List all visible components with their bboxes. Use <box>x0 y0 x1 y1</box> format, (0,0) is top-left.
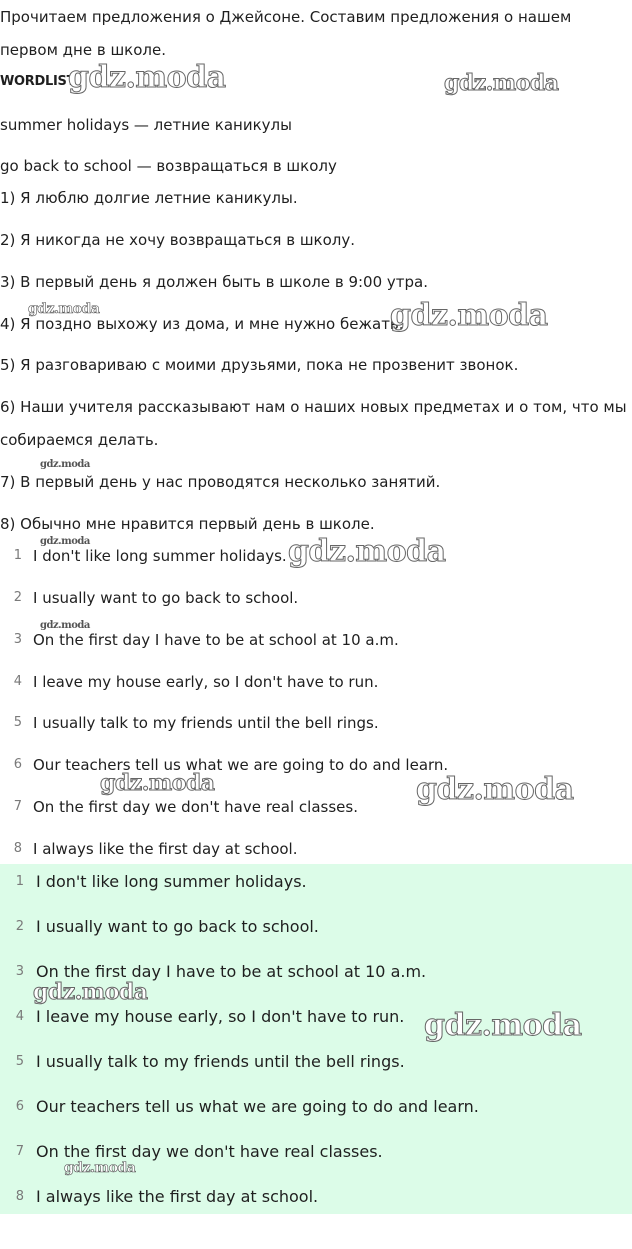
watermark: gdz.moda <box>444 70 559 96</box>
item-number: 7 <box>13 799 22 814</box>
item-number: 2 <box>13 590 22 605</box>
watermark: gdz.moda <box>64 1160 136 1176</box>
item-text: I don't like long summer holidays. <box>33 547 287 565</box>
watermark: gdz.moda <box>40 459 90 470</box>
item-text: I usually want to go back to school. <box>33 589 299 607</box>
item-number: 6 <box>13 757 22 772</box>
watermark: gdz.moda <box>416 772 574 807</box>
item-text: I don't like long summer holidays. <box>36 872 307 891</box>
watermark: gdz.moda <box>40 620 90 631</box>
ru-sentence-8: 8) Обычно мне нравится первый день в школе. <box>0 515 375 533</box>
ru-sentence-6: 6) Наши учителя рассказывают нам о наших новых предметах и о том, что мы <box>0 398 627 416</box>
watermark: gdz.moda <box>288 534 446 569</box>
watermark: gdz.moda <box>68 60 226 95</box>
ru-sentence-3: 3) В первый день я должен быть в школе в 9:00 утра. <box>0 273 428 291</box>
item-number: 4 <box>15 1009 24 1024</box>
item-number: 1 <box>13 548 22 563</box>
item-text: On the first day we don't have real classes. <box>36 1142 383 1161</box>
item-text: On the first day we don't have real classes. <box>33 798 358 816</box>
item-text: Our teachers tell us what we are going to do and learn. <box>33 756 449 774</box>
wordlist-entry-1: summer holidays — летние каникулы <box>0 116 292 134</box>
ru-sentence-6-cont: собираемся делать. <box>0 431 159 449</box>
item-text: I always like the first day at school. <box>36 1187 319 1206</box>
watermark: gdz.moda <box>100 770 215 796</box>
item-number: 7 <box>15 1144 24 1159</box>
wordlist-title: WORDLIST <box>0 74 76 89</box>
watermark: gdz.moda <box>424 1008 582 1043</box>
item-number: 4 <box>13 674 22 689</box>
item-number: 5 <box>13 715 22 730</box>
item-text: Our teachers tell us what we are going to do and learn. <box>36 1097 479 1116</box>
watermark: gdz.moda <box>28 301 100 317</box>
intro-line-2: первом дне в школе. <box>0 41 166 59</box>
item-number: 3 <box>15 964 24 979</box>
item-number: 5 <box>15 1054 24 1069</box>
item-text: On the first day I have to be at school at 10 a.m. <box>33 631 399 649</box>
ru-sentence-2: 2) Я никогда не хочу возвращаться в школу. <box>0 231 356 249</box>
item-text: I usually want to go back to school. <box>36 917 319 936</box>
item-text: I leave my house early, so I don't have to run. <box>33 673 379 691</box>
item-text: I usually talk to my friends until the bell rings. <box>33 714 379 732</box>
item-number: 8 <box>13 841 22 856</box>
item-number: 8 <box>15 1189 24 1204</box>
item-text: I usually talk to my friends until the bell rings. <box>36 1052 405 1071</box>
item-text: I leave my house early, so I don't have to run. <box>36 1007 405 1026</box>
intro-line-1: Прочитаем предложения о Джейсоне. Составим предложения о нашем <box>0 8 572 26</box>
item-number: 1 <box>15 874 24 889</box>
ru-sentence-4: 4) Я поздно выхожу из дома, и мне нужно бежать. <box>0 315 404 333</box>
watermark: gdz.moda <box>390 298 548 333</box>
item-number: 6 <box>15 1099 24 1114</box>
ru-sentence-5: 5) Я разговариваю с моими друзьями, пока не прозвенит звонок. <box>0 356 519 374</box>
wordlist-entry-2: go back to school — возвращаться в школу <box>0 157 337 175</box>
item-number: 2 <box>15 919 24 934</box>
ru-sentence-1: 1) Я люблю долгие летние каникулы. <box>0 189 298 207</box>
item-text: On the first day I have to be at school at 10 a.m. <box>36 962 427 981</box>
watermark: gdz.moda <box>40 536 90 547</box>
item-number: 3 <box>13 632 22 647</box>
ru-sentence-7: 7) В первый день у нас проводятся несколько занятий. <box>0 473 441 491</box>
watermark: gdz.moda <box>33 979 148 1005</box>
item-text: I always like the first day at school. <box>33 840 298 858</box>
